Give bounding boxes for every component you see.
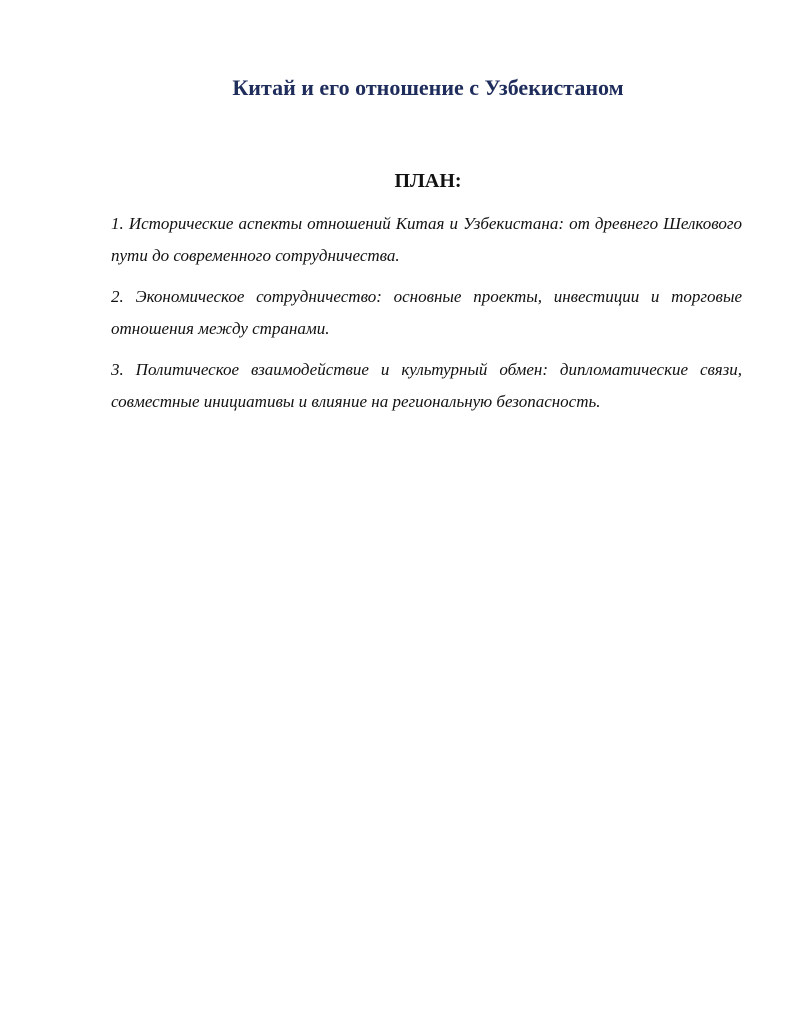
plan-heading: ПЛАН: xyxy=(394,170,462,192)
plan-item-1: 1. Исторические аспекты отношений Китая и Узбекистана: от древнего Шелкового пути до современного сотрудничества. xyxy=(111,214,742,265)
plan-list xyxy=(111,208,742,427)
document-title: Китай и его отношение с Узбекистаном xyxy=(232,75,624,100)
plan-item-3: 3. Политическое взаимодействие и культурный обмен: дипломатические связи, совместные инициативы и влияние на региональную безопасность. xyxy=(111,360,742,411)
plan-item-2: 2. Экономическое сотрудничество: основные проекты, инвестиции и торговые отношения между странами. xyxy=(111,287,742,338)
